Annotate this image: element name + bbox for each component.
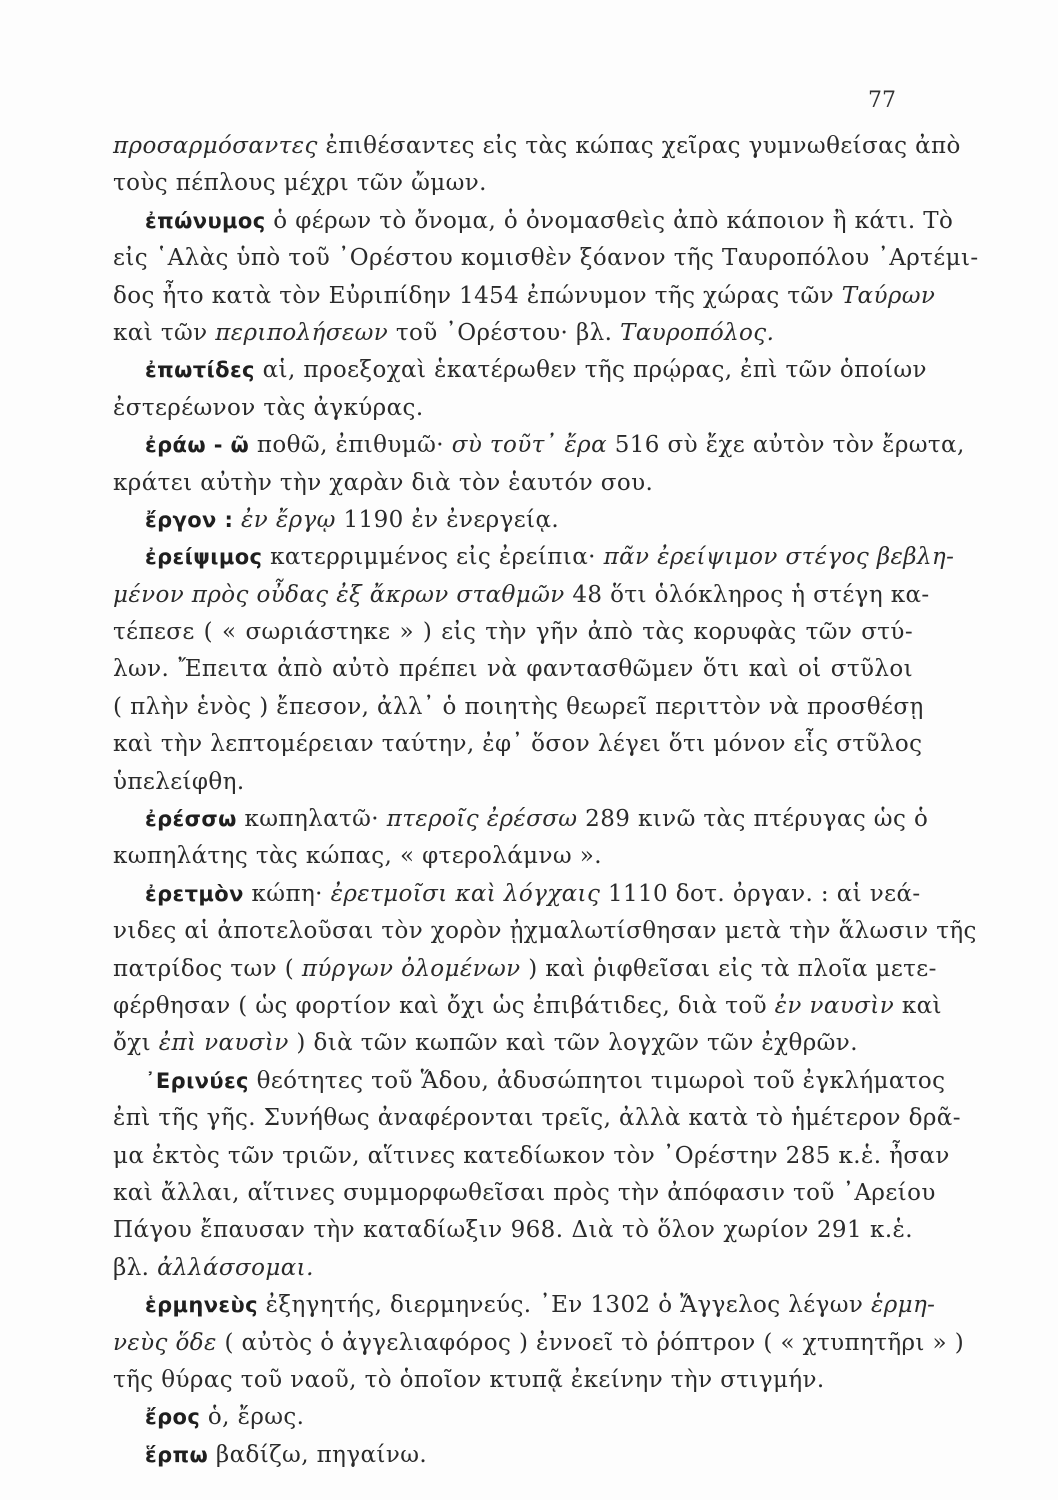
text-line [113, 352, 927, 389]
definition-text: τοῦ ᾿Ορέστου· βλ. [388, 319, 621, 346]
definition-text: καὶ τὴν λεπτομέρειαν ταύτην, ἐφ᾿ ὅσον λέγει ὅτι μόνον εἷς στῦλος [113, 731, 923, 758]
definition-text: ἐπὶ τῆς γῆς. Συνήθως ἀναφέρονται τρεῖς, ἀλλὰ κατὰ τὸ ἡμέτερον δρᾶ- [113, 1105, 961, 1132]
quoted-phrase: ἐν ναυσὶν [774, 992, 895, 1019]
text-line [113, 1250, 913, 1287]
definition-text: μα ἐκτὸς τῶν τριῶν, αἵτινες κατεδίωκον τὸν ᾿Ορέστην 285 κ.ἑ. ἦσαν [113, 1142, 950, 1169]
quoted-phrase: Ταύρων [841, 282, 936, 309]
definition-text: τέπεσε ( « σωριάστηκε » ) εἰς τὴν γῆν ἀπὸ τὰς κορυφὰς τῶν στύ- [113, 619, 913, 646]
quoted-phrase: πᾶν ἐρείψιμον στέγος βεβλη- [603, 544, 955, 571]
quoted-phrase: περιπολήσεων [215, 319, 389, 346]
quoted-phrase: ἐπὶ ναυσὶν [158, 1030, 289, 1057]
quoted-phrase: ἐν ἔργῳ [241, 506, 336, 533]
definition-text: καὶ ἄλλαι, αἵτινες συμμορφωθεῖσαι πρὸς τὴν ἀπόφασιν τοῦ ᾿Αρείου [113, 1179, 936, 1206]
entry-headword: ἐρετμὸν [145, 881, 244, 906]
text-line [113, 465, 913, 502]
text-line [113, 1175, 936, 1212]
definition-text: ὁ φέρων τὸ ὄνομα, ὁ ὀνομασθεὶς ἀπὸ κάποιον ἢ κάτι. Τὸ [265, 207, 954, 234]
quoted-phrase: ἐρετμοῖσι καὶ λόγχαις [330, 880, 601, 907]
definition-text: δος ἦτο κατὰ τὸν Εὐριπίδην 1454 ἐπώνυμον τῆς χώρας τῶν [113, 282, 842, 309]
text-line [113, 1362, 913, 1399]
text-line [113, 577, 930, 614]
definition-text: βαδίζω, πηγαίνω. [208, 1441, 428, 1468]
definition-text: κατερριμμένος εἰς ἐρείπια· [262, 544, 604, 571]
definition-text: ἐστερέωνον τὰς ἀγκύρας. [113, 394, 424, 421]
definition-text: 1190 ἐν ἐνεργείᾳ. [335, 506, 560, 533]
text-line [113, 278, 936, 315]
entry-headword: ἐπώνυμος [145, 208, 266, 233]
text-line [113, 726, 923, 763]
definition-text: 1110 δοτ. ὀργαν. : αἱ νεά- [600, 880, 921, 907]
definition-text: ) καὶ ῥιφθεῖσαι εἰς τὰ πλοῖα μετε- [520, 955, 937, 982]
text-line [113, 1138, 950, 1175]
definition-text: φέρθησαν ( ὡς φορτίον καὶ ὄχι ὡς ἐπιβάτιδες, διὰ τοῦ [113, 992, 775, 1019]
text-line [113, 1399, 913, 1436]
definition-text: κώπη· [243, 880, 331, 907]
quoted-phrase: ἑρμη- [870, 1292, 936, 1319]
text-line [113, 539, 955, 576]
text-line [113, 838, 913, 875]
quoted-phrase: μένον πρὸς οὖδας ἐξ ἄκρων σταθμῶν [113, 581, 565, 608]
text-line [113, 240, 979, 277]
text-line [113, 165, 913, 202]
definition-text: 289 κινῶ τὰς πτέρυγας ὡς ὁ [577, 806, 929, 833]
entry-headword: ᾿Ερινύες [145, 1068, 249, 1093]
definition-text: εἰς ῾Αλὰς ὑπὸ τοῦ ᾿Ορέστου κομισθὲν ξόανον τῆς Ταυροπόλου ᾿Αρτέμι- [113, 245, 979, 272]
definition-text: αἱ, προεξοχαὶ ἑκατέρωθεν τῆς πρῴρας, ἐπὶ τῶν ὁποίων [254, 357, 927, 384]
definition-text: ὑπελείφθη. [113, 768, 245, 795]
quoted-phrase: ἀλλάσσομαι. [157, 1254, 314, 1281]
entry-headword: ἔργον : [145, 507, 234, 532]
definition-text: ὄχι [113, 1030, 159, 1057]
entry-headword: ἐπωτίδες [145, 358, 255, 383]
text-line [113, 203, 954, 240]
text-line [113, 764, 913, 801]
text-line [113, 1025, 913, 1062]
quoted-phrase: πύργων ὀλομένων [301, 955, 521, 982]
quoted-phrase: σὺ τοῦτ᾿ ἔρα [451, 432, 608, 459]
text-line [113, 1212, 913, 1249]
page-number: 77 [868, 88, 896, 113]
definition-text: πατρίδος των ( [113, 955, 302, 982]
definition-text: ἐξηγητής, διερμηνεύς. ᾿Εν 1302 ὁ Ἄγγελος λέγων [257, 1292, 871, 1319]
definition-text: ὁ, ἔρως. [200, 1404, 305, 1431]
quoted-phrase: πτεροῖς ἐρέσσω [386, 806, 578, 833]
text-line [113, 1325, 965, 1362]
entry-headword: ἕρπω [145, 1442, 209, 1467]
definition-text: θεότητες τοῦ Ἅδου, ἀδυσώπητοι τιμωροὶ τοῦ ἐγκλήματος [248, 1067, 946, 1094]
definition-text: νιδες αἱ ἀποτελοῦσαι τὸν χορὸν ᾐχμαλωτίσθησαν μετὰ τὴν ἅλωσιν τῆς [113, 918, 977, 945]
entry-headword: ἐρείψιμος [145, 545, 263, 570]
text-line [113, 913, 977, 950]
text-line [113, 315, 913, 352]
text-line [113, 128, 961, 165]
definition-text: τῆς θύρας τοῦ ναοῦ, τὸ ὁποῖον κτυπᾷ ἐκείνην τὴν στιγμήν. [113, 1366, 825, 1393]
definition-text: Πάγου ἔπαυσαν τὴν καταδίωξιν 968. Διὰ τὸ ὅλον χωρίον 291 κ.ἑ. [113, 1217, 913, 1244]
definition-text: τοὺς πέπλους μέχρι τῶν ὤμων. [113, 170, 487, 197]
text-line [113, 651, 913, 688]
definition-text: ἐπιθέσαντες εἰς τὰς κώπας χεῖρας γυμνωθείσας ἀπὸ [317, 133, 961, 159]
text-line [113, 801, 929, 838]
quoted-phrase: νεὺς ὅδε [113, 1329, 217, 1356]
text-line [113, 427, 965, 464]
definition-text: κωπηλατῶ· [236, 806, 387, 833]
definition-text: κράτει αὐτὴν τὴν χαρὰν διὰ τὸν ἑαυτόν σου. [113, 469, 654, 496]
text-line [113, 1100, 961, 1137]
text-line [113, 689, 924, 726]
text-line [113, 502, 913, 539]
definition-text: ) διὰ τῶν κωπῶν καὶ τῶν λογχῶν τῶν ἐχθρῶν. [288, 1030, 858, 1057]
entry-headword: ἐράω - ῶ [145, 433, 250, 458]
entry-headword: ἐρέσσω [145, 807, 237, 832]
definition-text: 48 ὅτι ὁλόκληρος ἡ στέγη κα- [564, 581, 930, 608]
glossary-text [113, 128, 979, 1474]
definition-text: ( αὐτὸς ὁ ἀγγελιαφόρος ) ἐννοεῖ τὸ ῥόπτρον ( « χτυπητῆρι » ) [216, 1329, 965, 1356]
entry-headword: ἑρμηνεὺς [145, 1293, 258, 1318]
text-line [113, 1287, 936, 1324]
definition-text: βλ. [113, 1254, 158, 1281]
text-line [113, 1063, 946, 1100]
definition-text: ποθῶ, ἐπιθυμῶ· [249, 432, 452, 459]
definition-text: ( πλὴν ἑνὸς ) ἔπεσον, ἀλλ᾿ ὁ ποιητὴς θεωρεῖ περιττὸν νὰ προσθέσῃ [113, 693, 924, 720]
definition-text: καὶ [894, 992, 942, 1019]
definition-text [233, 507, 241, 533]
text-line [113, 614, 913, 651]
quoted-phrase: προσαρμόσαντες [113, 133, 318, 159]
definition-text: κωπηλάτης τὰς κώπας, « φτερολάμνω ». [113, 843, 602, 870]
text-line [113, 951, 937, 988]
text-line [113, 876, 921, 913]
definition-text: 516 σὺ ἔχε αὐτὸν τὸν ἔρωτα, [607, 432, 965, 459]
definition-text: λων. Ἔπειτα ἀπὸ αὐτὸ πρέπει νὰ φαντασθῶμεν ὅτι καὶ οἱ στῦλοι [113, 656, 913, 683]
text-line [113, 390, 913, 427]
quoted-phrase: Ταυροπόλος. [620, 319, 775, 346]
text-line [113, 1437, 913, 1474]
definition-text: καὶ τῶν [113, 319, 216, 346]
entry-headword: ἔρος [145, 1405, 201, 1430]
text-line [113, 988, 942, 1025]
